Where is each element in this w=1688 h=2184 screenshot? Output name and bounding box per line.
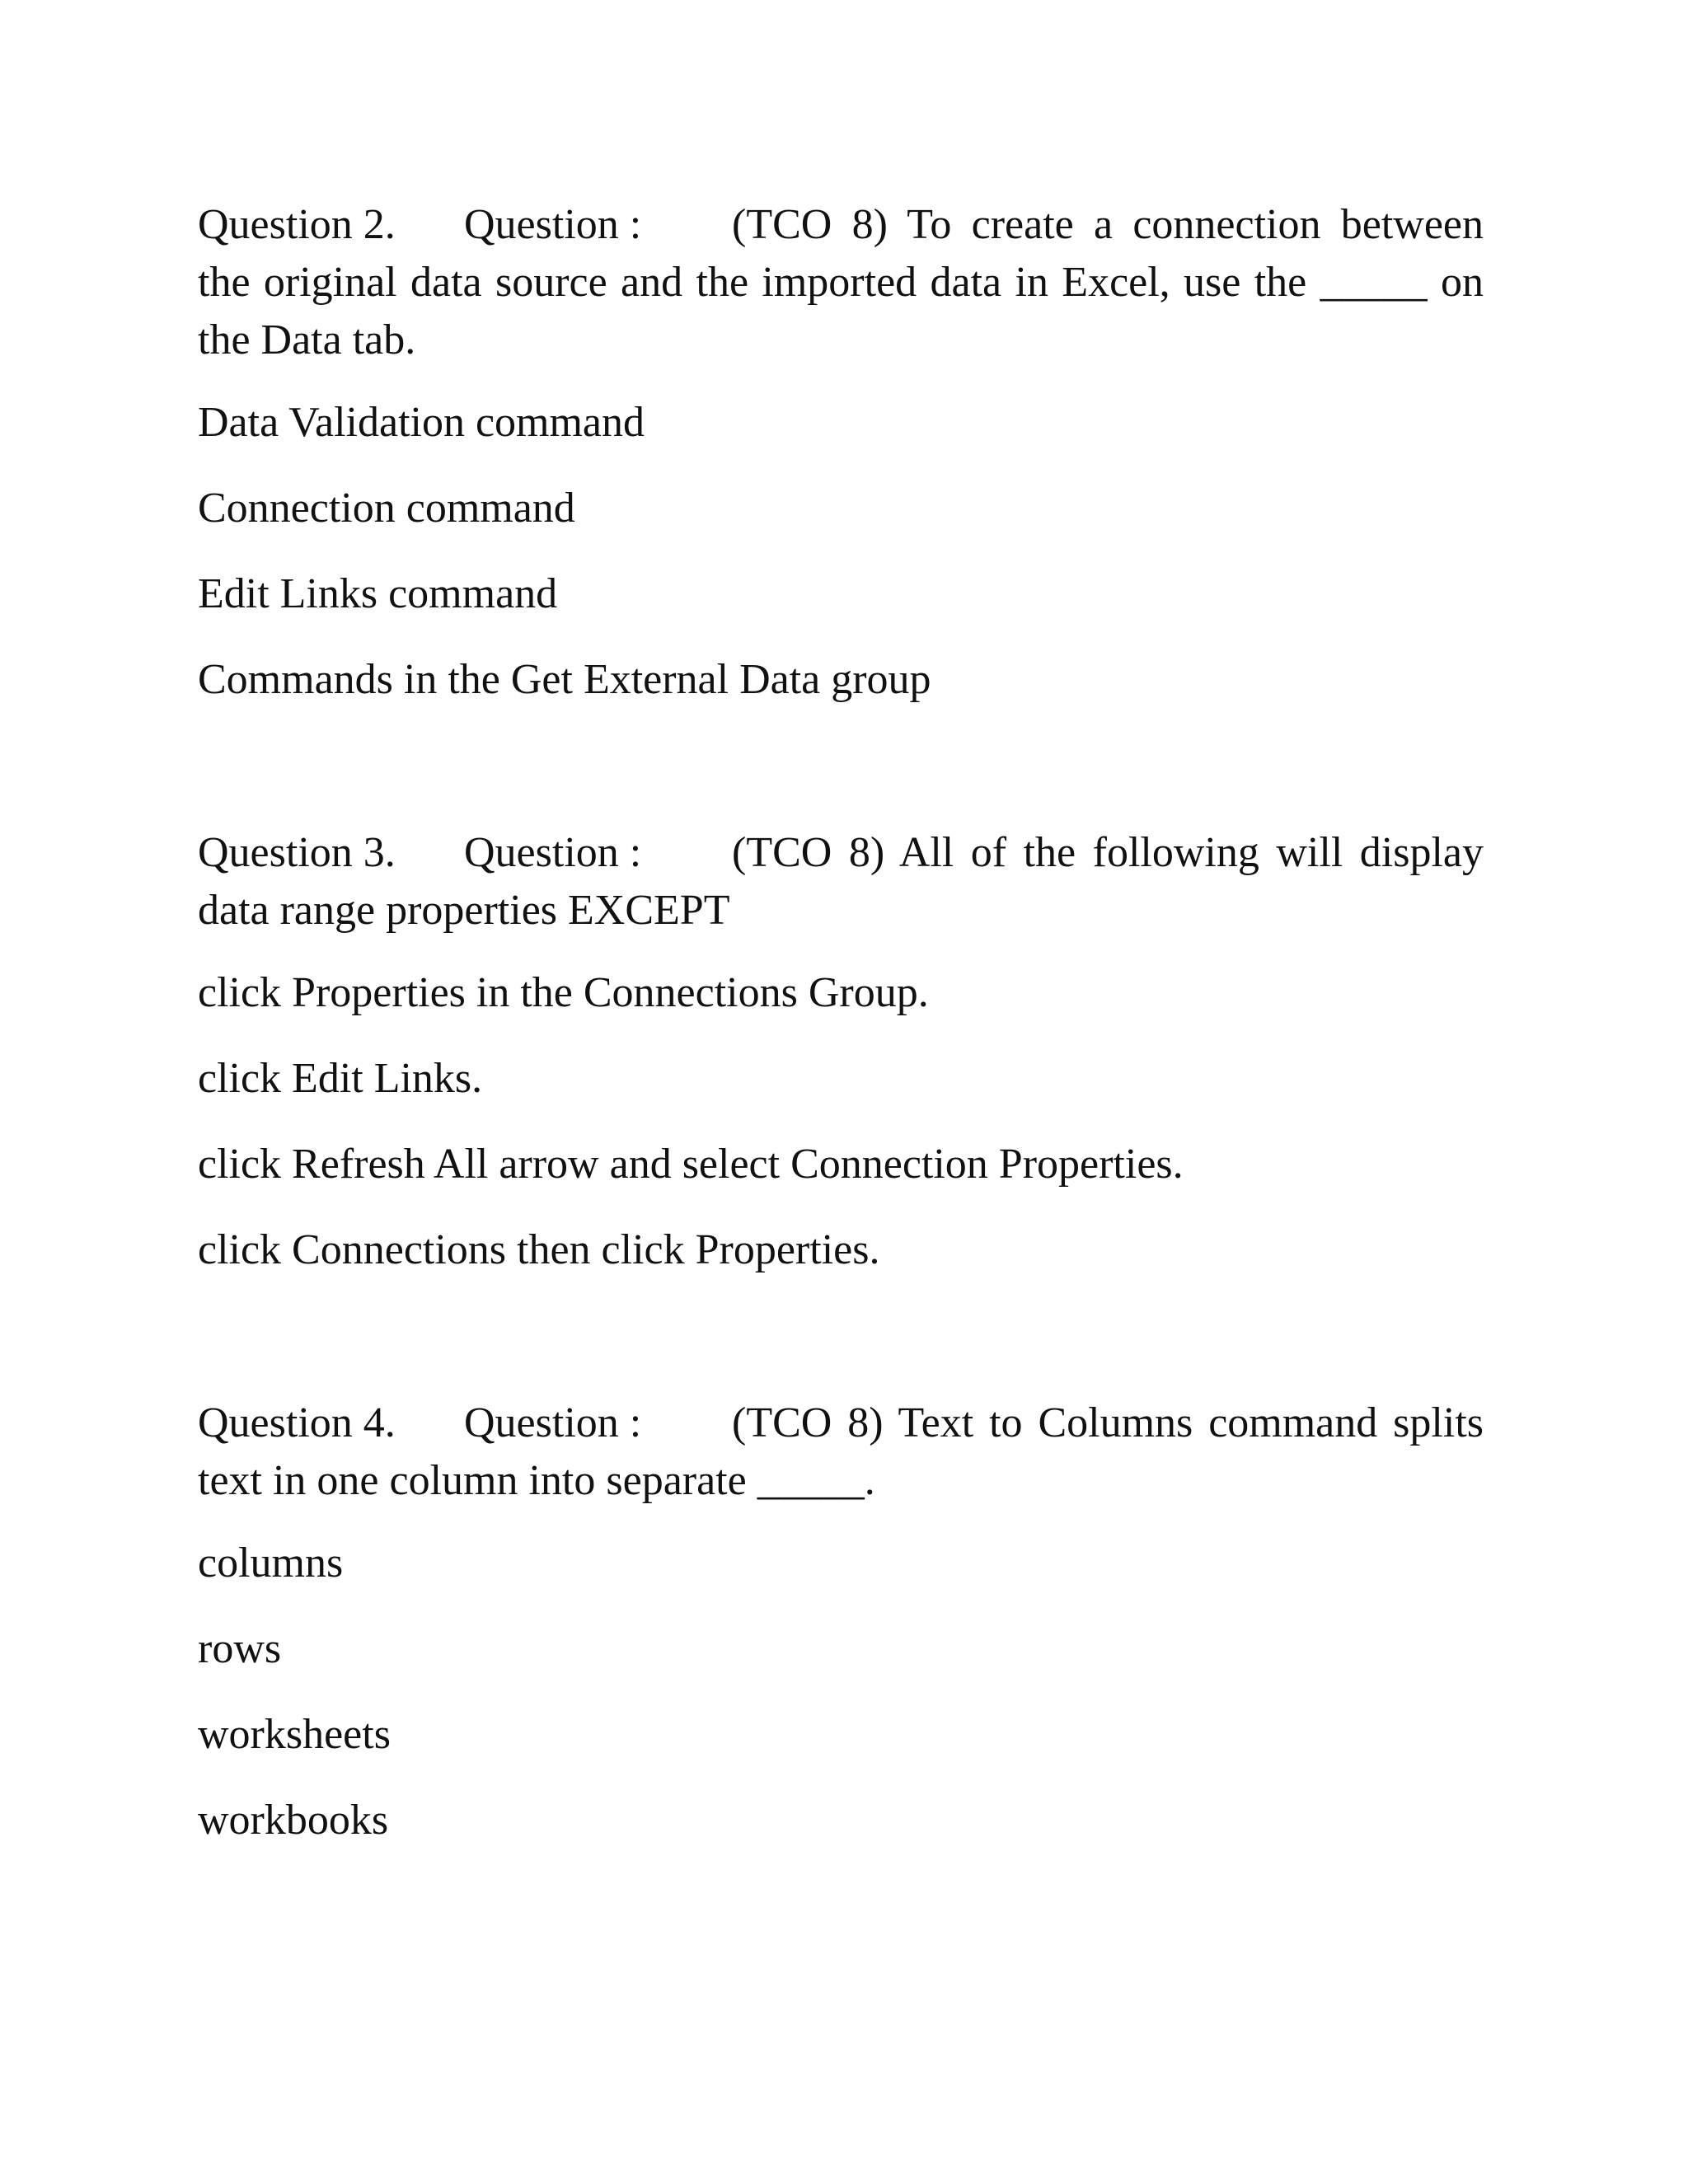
answer-option: Data Validation command	[198, 399, 645, 446]
question-label: Question :	[464, 201, 642, 248]
question-4	[198, 1394, 1484, 1877]
answer-option: click Edit Links.	[198, 1055, 483, 1102]
question-text: (TCO 8) To create a connection between the original data source and the imported data in Excel, use the _____ on the Data tab.	[198, 201, 1484, 363]
question-number: Question 4.	[198, 1399, 396, 1446]
question-text: (TCO 8) Text to Columns command splits text in one column into separate _____.	[198, 1399, 1484, 1504]
answer-option: click Refresh All arrow and select Connection Properties.	[198, 1141, 1184, 1188]
question-number: Question 2.	[198, 201, 396, 248]
answer-option: worksheets	[198, 1711, 391, 1758]
answer-option: click Properties in the Connections Group.	[198, 969, 929, 1016]
answer-option: Connection command	[198, 485, 575, 532]
answer-option: rows	[198, 1625, 282, 1672]
question-text: (TCO 8) All of the following will display data range properties EXCEPT	[198, 829, 1484, 934]
answer-options	[198, 394, 1484, 709]
question-stem	[198, 824, 1484, 940]
answer-options	[198, 964, 1484, 1279]
answer-option: Commands in the Get External Data group	[198, 656, 931, 703]
question-label: Question :	[464, 1399, 642, 1446]
question-label: Question :	[464, 829, 642, 876]
answer-option: Edit Links command	[198, 570, 558, 617]
question-stem	[198, 1394, 1484, 1510]
answer-option: workbooks	[198, 1797, 389, 1844]
question-stem	[198, 196, 1484, 369]
answer-option: columns	[198, 1540, 344, 1586]
answer-option: click Connections then click Properties.	[198, 1226, 880, 1273]
answer-options	[198, 1535, 1484, 1849]
question-2	[198, 196, 1484, 737]
question-3	[198, 824, 1484, 1307]
question-number: Question 3.	[198, 829, 396, 876]
